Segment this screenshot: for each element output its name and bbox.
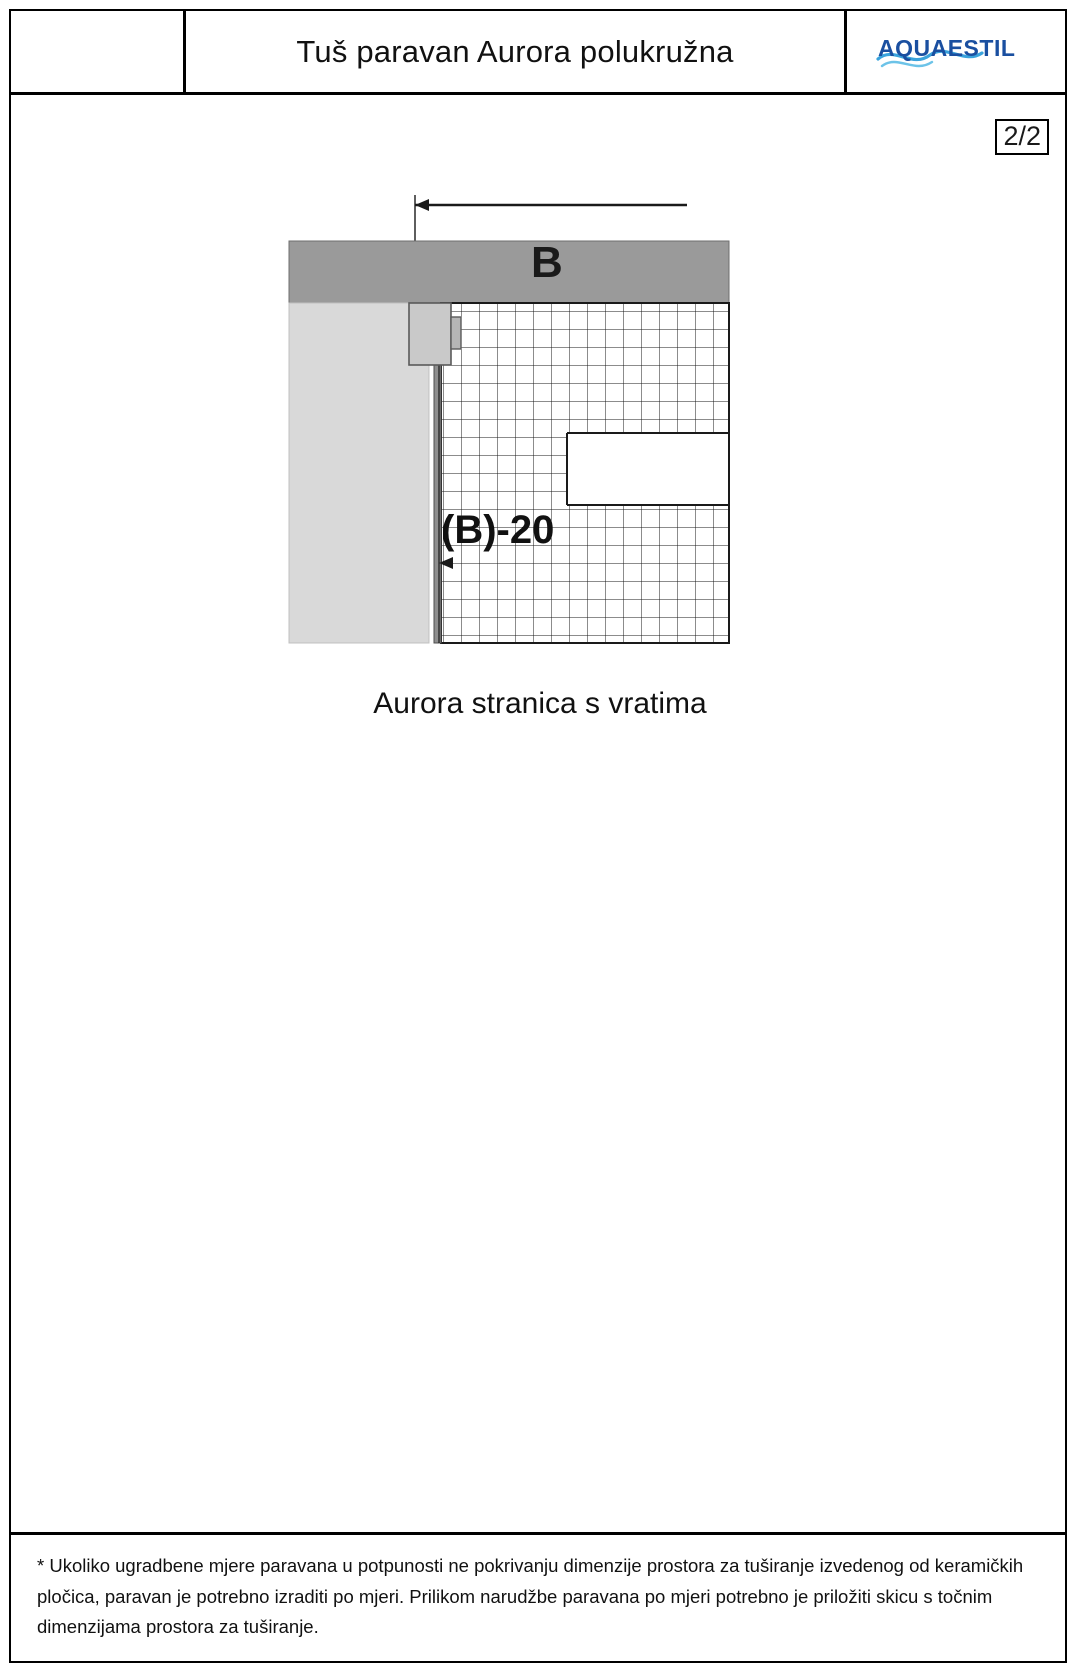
- footnote: [11, 1532, 1065, 1661]
- svg-text:AQUAESTIL: AQUAESTIL: [878, 34, 1016, 61]
- inner-dimension-text: (B)-20: [441, 508, 555, 552]
- footnote-text: * Ukoliko ugradbene mjere paravana u potpunosti ne pokrivanju dimenzije prostora za tuširanje izvedenog od keramičkih pločica, paravan je potrebno izraditi po mjeri. Prilikom narudžbe paravana po mjeri potrebno je priložiti skicu s točnim dimenzijama prostora za tuširanje.: [37, 1555, 1024, 1638]
- top-dimension-label: B: [531, 238, 564, 287]
- title-bar-logo-cell: [847, 11, 1065, 92]
- aquaestil-logo: [872, 29, 1040, 75]
- drawing-caption: Aurora stranica s vratima: [373, 687, 707, 720]
- technical-drawing: [11, 95, 1065, 1455]
- drawing-graphic: [11, 95, 1069, 715]
- page-title: Tuš paravan Aurora polukružna: [296, 33, 734, 69]
- logo-graphic: [872, 29, 1040, 75]
- title-bar: [11, 11, 1065, 95]
- drawing-sheet: [9, 9, 1067, 1663]
- page-counter: 2/2: [995, 119, 1049, 155]
- title-bar-left-spacer: [11, 11, 183, 92]
- title-bar-center: [183, 11, 847, 92]
